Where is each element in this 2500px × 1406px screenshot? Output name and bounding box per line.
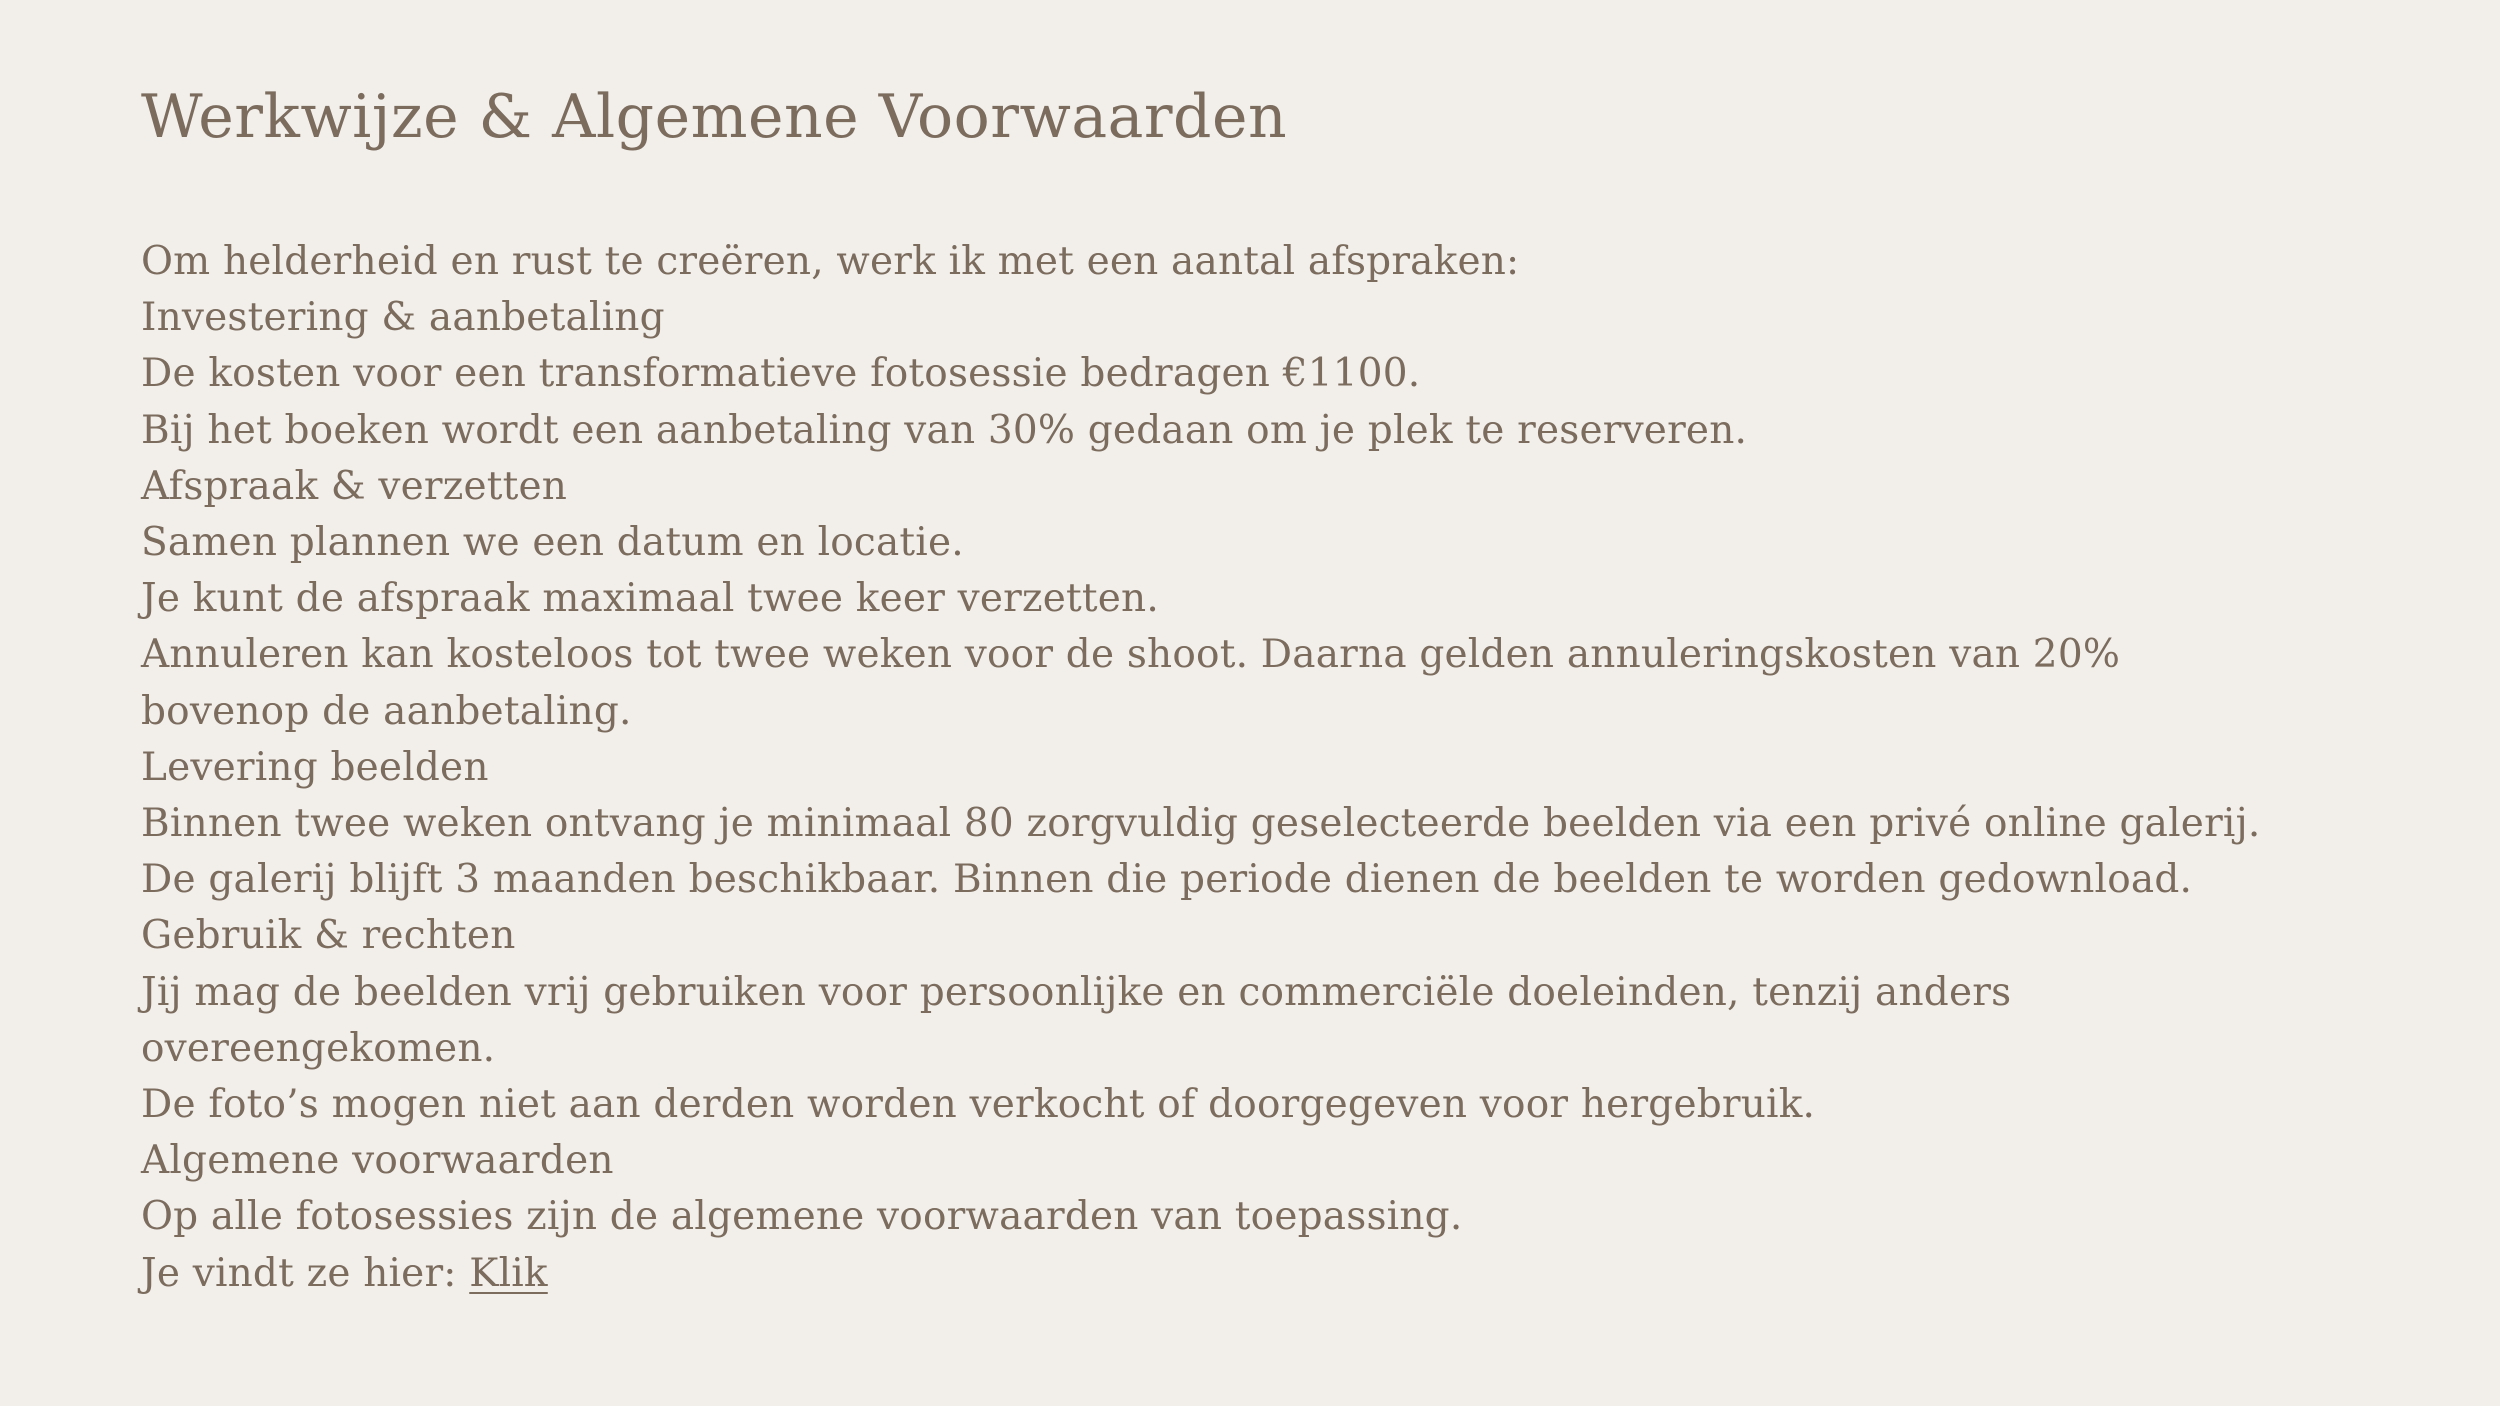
- intro-text: Om helderheid en rust te creëren, werk ik met een aantal afspraken:: [141, 239, 1520, 284]
- section-line: Samen plannen we een datum en locatie.: [141, 520, 964, 566]
- section-line: Op alle fotosessies zijn de algemene voorwaarden van toepassing.: [141, 1194, 1463, 1240]
- section-heading-levering: Levering beelden: [141, 744, 489, 790]
- section-line: Je kunt de afspraak maximaal twee keer verzetten.: [141, 576, 1159, 622]
- section-heading-gebruik: Gebruik & rechten: [141, 913, 516, 959]
- page-title: Werkwijze & Algemene Voorwaarden: [141, 82, 1288, 152]
- section-line: De galerij blijft 3 maanden beschikbaar. Binnen die periode dienen de beelden te worden gedownload.: [141, 857, 2193, 903]
- section-line: bovenop de aanbetaling.: [141, 688, 632, 734]
- section-line: Bij het boeken wordt een aanbetaling van 30% gedaan om je plek te reserveren.: [141, 407, 1748, 453]
- terms-link[interactable]: Klik: [469, 1250, 548, 1296]
- section-heading-voorwaarden: Algemene voorwaarden: [141, 1138, 614, 1184]
- section-line: Annuleren kan kosteloos tot twee weken voor de shoot. Daarna gelden annuleringskosten van 20%: [141, 632, 2121, 678]
- terms-content: [141, 234, 2401, 1302]
- section-heading-afspraak: Afspraak & verzetten: [141, 463, 568, 509]
- section-line: De kosten voor een transformatieve fotosessie bedragen €1100.: [141, 351, 1421, 397]
- final-line-text: Je vindt ze hier:: [141, 1250, 470, 1296]
- section-line: De foto’s mogen niet aan derden worden verkocht of doorgegeven voor hergebruik.: [141, 1082, 1816, 1128]
- section-heading-investering: Investering & aanbetaling: [141, 295, 665, 341]
- final-line: [141, 1246, 2401, 1302]
- section-line: overeengekomen.: [141, 1025, 496, 1071]
- terms-page: [141, 78, 2401, 1302]
- section-line: Binnen twee weken ontvang je minimaal 80 zorgvuldig geselecteerde beelden via een privé online galerij.: [141, 801, 2261, 847]
- section-line: Jij mag de beelden vrij gebruiken voor persoonlijke en commerciële doeleinden, tenzij anders: [141, 969, 2012, 1015]
